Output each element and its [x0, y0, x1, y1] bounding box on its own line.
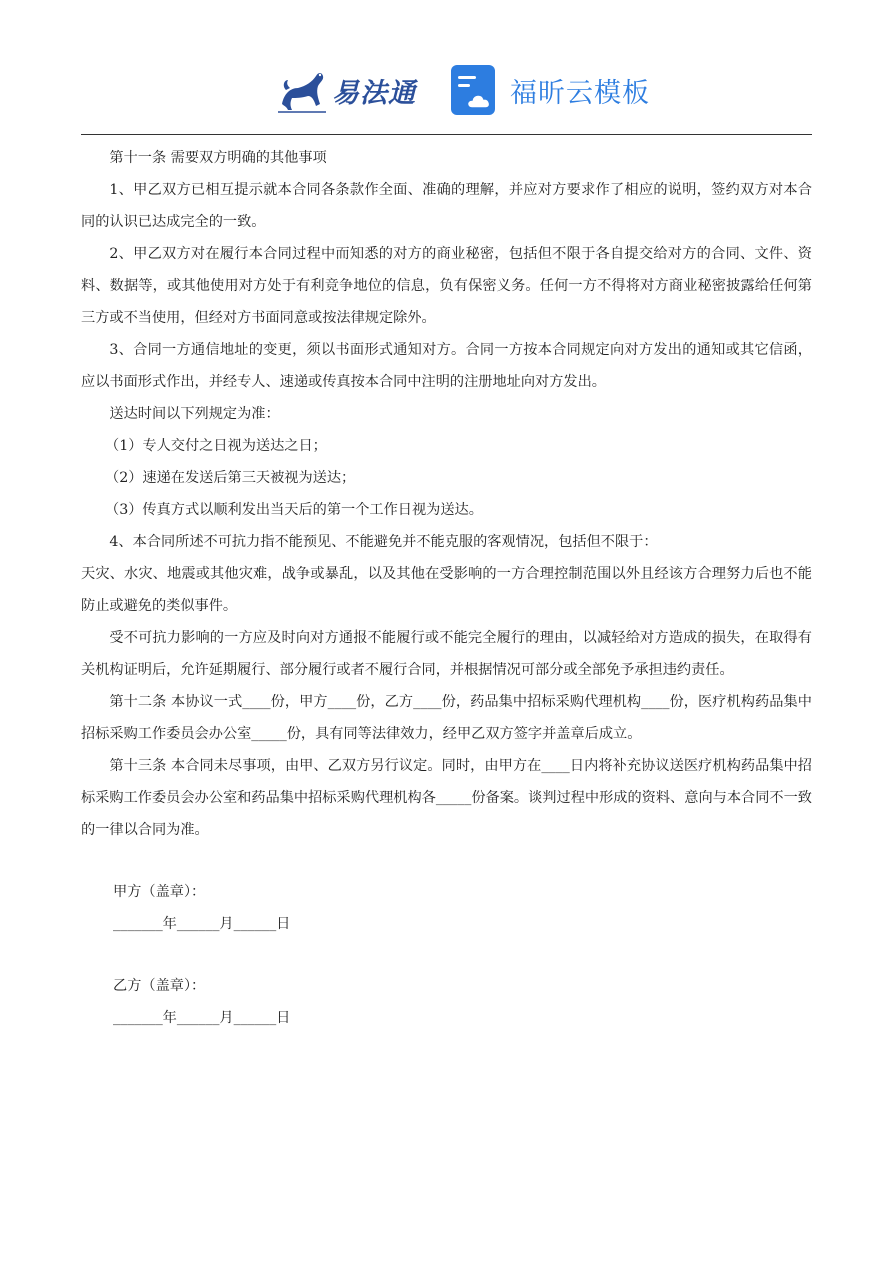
delivery-rule-3: （3）传真方式以顺利发出当天后的第一个工作日视为送达。	[105, 502, 483, 518]
article-13: 第十三条 本合同未尽事项，由甲、乙双方另行议定。同时，由甲方在____日内将补充协议送医疗机构药品集中招标采购工作委员会办公室和药品集中招标采购代理机构各_____份备案。谈判过程中形成的资料、意向与本合同不一致的一律以合同为准。	[81, 758, 812, 838]
delivery-rule-2: （2）速递在发送后第三天被视为送达；	[105, 470, 356, 486]
clause-11-4: 4、本合同所述不可抗力指不能预见、不能避免并不能克服的客观情况，包括但不限于：	[109, 534, 658, 550]
clause-11-2: 2、甲乙双方对在履行本合同过程中而知悉的对方的商业秘密，包括但不限于各自提交给对方的合同、文件、资料、数据等，或其他使用对方处于有利竞争地位的信息，负有保密义务。任何一方不得将对方商业秘密披露给任何第三方或不当使用，但经对方书面同意或按法律规定除外。	[81, 246, 812, 326]
clause-11-3: 3、合同一方通信地址的变更，须以书面形式通知对方。合同一方按本合同规定向对方发出的通知或其它信函，应以书面形式作出，并经专人、速递或传真按本合同中注明的注册地址向对方发出。	[81, 342, 812, 390]
yifatong-logo	[276, 64, 416, 116]
party-a-label: 甲方（盖章）：	[113, 884, 206, 900]
foxit-template-logo	[450, 64, 650, 116]
delivery-time-intro: 送达时间以下列规定为准：	[109, 406, 280, 422]
article-11-heading: 第十一条 需要双方明确的其他事项	[109, 150, 327, 166]
party-b-date: _______年______月______日	[113, 1010, 291, 1026]
force-majeure-notice: 受不可抗力影响的一方应及时向对方通报不能履行或不能完全履行的理由，以减轻给对方造成的损失，在取得有关机构证明后，允许延期履行、部分履行或者不履行合同，并根据情况可部分或全部免予承担违约责任。	[81, 630, 812, 678]
article-12: 第十二条 本协议一式____份，甲方____份，乙方____份，药品集中招标采购代理机构____份，医疗机构药品集中招标采购工作委员会办公室_____份，具有同等法律效力，经甲乙双方签字并盖章后成立。	[81, 694, 812, 742]
logo1-text: 易法通	[332, 77, 416, 109]
party-a-date: _______年______月______日	[113, 916, 291, 932]
page-header	[0, 60, 893, 122]
qilin-icon	[276, 64, 328, 116]
cloud-document-icon	[450, 64, 500, 116]
party-b-label: 乙方（盖章）：	[113, 978, 206, 994]
logo2-text: 福昕云模板	[510, 77, 650, 109]
force-majeure-examples: 天灾、水灾、地震或其他灾难，战争或暴乱，以及其他在受影响的一方合理控制范围以外且经该方合理努力后也不能防止或避免的类似事件。	[81, 566, 812, 614]
clause-11-1: 1、甲乙双方已相互提示就本合同各条款作全面、准确的理解，并应对方要求作了相应的说明，签约双方对本合同的认识已达成完全的一致。	[81, 182, 812, 230]
header-divider	[81, 134, 812, 135]
contract-body	[81, 142, 812, 1034]
delivery-rule-1: （1）专人交付之日视为送达之日；	[105, 438, 327, 454]
